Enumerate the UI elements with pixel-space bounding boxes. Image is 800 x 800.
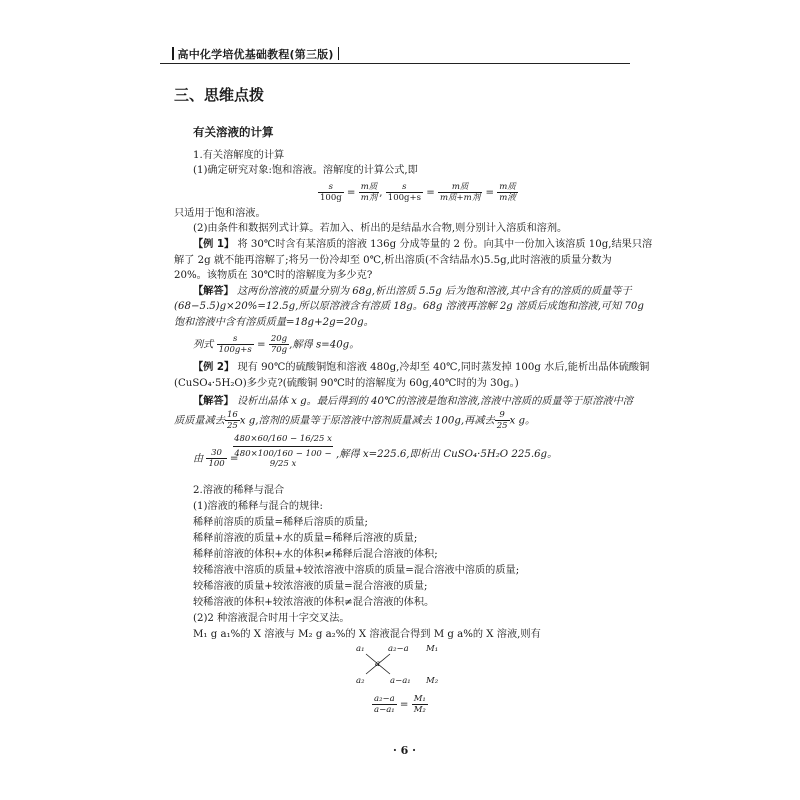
p2-heading: 2.溶液的稀释与混合 bbox=[193, 485, 285, 496]
answer2-text1: 设析出晶体 x g。最后得到的 40℃的溶液是饱和溶液,溶液中溶质的质量等于原溶液中溶 bbox=[237, 396, 633, 407]
example2-line2: (CuSO₄·5H₂O)多少克?(硫酸铜 90℃时的溶解度为 60g,40℃时的为 30g。) bbox=[174, 378, 519, 389]
cross-ratio: $\frac{\text{a₂−a}}{\text{a−a₁}}$ = $\frac{\text{M₁}}{\text{M₂}}$ bbox=[374, 694, 426, 715]
header-rule bbox=[160, 63, 630, 64]
example1-text1: 将 30℃时含有某溶质的溶液 136g 分成等量的 2 份。向其中一份加入该溶质 10g,结果只溶 bbox=[237, 239, 653, 250]
answer2-big-fraction bbox=[233, 434, 333, 469]
p2-line2: 稀释前溶质的质量=稀释后溶质的质量; bbox=[193, 517, 368, 528]
cross-M2: M₂ bbox=[426, 676, 439, 686]
p2-line9: M₁ g a₁%的 X 溶液与 M₂ g a₂%的 X 溶液混合得到 M g a%的 X 溶液,则有 bbox=[193, 629, 541, 640]
answer1-text1: 这两份溶液的质量分别为 68g,析出溶质 5.5g 后为饱和溶液,其中含有的溶质的质量等于 bbox=[237, 286, 632, 297]
answer1-tag: 【解答】 bbox=[193, 286, 234, 297]
example2-tag: 【例 2】 bbox=[193, 362, 235, 373]
cross-a: a bbox=[375, 659, 381, 669]
answer1-line3: 饱和溶液中含有溶质质量=18g+2g=20g。 bbox=[174, 317, 374, 328]
p2-line4: 稀释前溶液的体积+水的体积≠稀释后混合溶液的体积; bbox=[193, 549, 438, 560]
answer1-equation: 列式 $\frac{s}{100g+s}$ = $\frac{20g}{70g}$ ,解得 s=40g。 bbox=[193, 334, 360, 355]
cross-M1: M₁ bbox=[426, 644, 439, 654]
example1-line3: 20%。该物质在 30℃时的溶解度为多少克? bbox=[174, 270, 373, 281]
big-denominator: 480×100/160 − 100 − 9/25 x bbox=[234, 449, 332, 469]
answer2-line1 bbox=[193, 395, 633, 409]
formula-frac-5: $\frac{\text{m质}}{\text{m液}}$ bbox=[499, 182, 516, 203]
p2-line3: 稀释前溶液的质量+水的质量=稀释后溶液的质量; bbox=[193, 533, 418, 544]
header-title: 高中化学培优基础教程(第三版) bbox=[177, 48, 334, 61]
p1-heading: 1.有关溶解度的计算 bbox=[193, 150, 285, 161]
formula-frac-2: $\frac{\text{m质}}{\text{m剂}}$ bbox=[360, 182, 378, 203]
answer2-line2: 质质量减去 $\frac{16}{25}$ x g,溶剂的质量等于原溶液中溶剂质量减去 100g,再减去 $\frac{9}{25}$ x g。 bbox=[174, 410, 536, 431]
cross-a1: a₁ bbox=[356, 644, 365, 654]
answer1-line1 bbox=[193, 285, 632, 299]
example1-line2: 解了 2g 就不能再溶解了;将另一份冷却至 0℃,析出溶质(不含结晶水)5.5g,此时溶液的质量分数为 bbox=[174, 255, 612, 266]
cross-a2: a₂ bbox=[356, 676, 365, 686]
header-bar-left bbox=[172, 47, 174, 60]
p2-line7: 较稀溶液的体积+较浓溶液的体积≠混合溶液的体积。 bbox=[193, 597, 435, 608]
example2-text1: 现有 90℃的硫酸铜饱和溶液 480g,冷却至 40℃,同时蒸发掉 100g 水后,能析出晶体硫酸铜 bbox=[237, 362, 650, 373]
subsection-title: 有关溶液的计算 bbox=[193, 125, 274, 139]
answer2-result: ,解得 x=225.6,即析出 CuSO₄·5H₂O 225.6g。 bbox=[336, 449, 558, 460]
formula-frac-3: $\frac{s}{100g+s}$ bbox=[387, 182, 421, 203]
page-number: · 6 · bbox=[393, 744, 416, 757]
answer2-big-prefix: 由 $\frac{30}{100}$ = bbox=[193, 448, 239, 469]
p2-line5: 较稀溶液中溶质的质量+较浓溶液中溶质的质量=混合溶液中溶质的质量; bbox=[193, 565, 520, 576]
cross-a2-minus-a: a₂−a bbox=[388, 644, 409, 654]
p1-line1: (1)确定研究对象:饱和溶液。溶解度的计算公式,即 bbox=[193, 165, 418, 176]
p1-line2: 只适用于饱和溶液。 bbox=[174, 208, 266, 219]
section-title: 三、思维点拨 bbox=[174, 86, 265, 104]
p1-line3: (2)由条件和数据列式计算。若加入、析出的是结晶水合物,则分别计入溶质和溶剂。 bbox=[193, 223, 568, 234]
answer1-line2: (68−5.5)g×20%=12.5g,所以原溶液含有溶质 18g。68g 溶液再溶解 2g 溶质后成饱和溶液,可知 70g bbox=[174, 301, 644, 312]
header-bar-right bbox=[338, 47, 340, 60]
cross-a-minus-a1: a−a₁ bbox=[390, 676, 411, 686]
example2-line1 bbox=[193, 361, 649, 375]
formula-frac-4: $\frac{\text{m质}}{\text{m质+m剂}}$ bbox=[439, 182, 481, 203]
running-header bbox=[172, 46, 339, 62]
example1-line1 bbox=[193, 238, 652, 252]
solubility-formula: $\frac{s}{100g}$ = $\frac{\text{m质}}{\text{m剂}}$ , $\frac{s}{100g+s}$ = $\frac{\text{m质}}{\text{m质+m剂}}$ = $\frac{\text{m质}}{\text{m液}}$ bbox=[320, 182, 516, 203]
answer2-tag: 【解答】 bbox=[193, 396, 234, 407]
p2-line1: (1)溶液的稀释与混合的规律: bbox=[193, 501, 323, 512]
p2-line8: (2)2 种溶液混合时用十字交叉法。 bbox=[193, 613, 350, 624]
cross-diagram bbox=[330, 640, 490, 690]
p2-line6: 较稀溶液的质量+较浓溶液的质量=混合溶液的质量; bbox=[193, 581, 428, 592]
big-numerator: 480×60/160 − 16/25 x bbox=[233, 434, 333, 447]
formula-frac-1: $\frac{s}{100g}$ bbox=[320, 182, 342, 203]
example1-tag: 【例 1】 bbox=[193, 239, 235, 250]
